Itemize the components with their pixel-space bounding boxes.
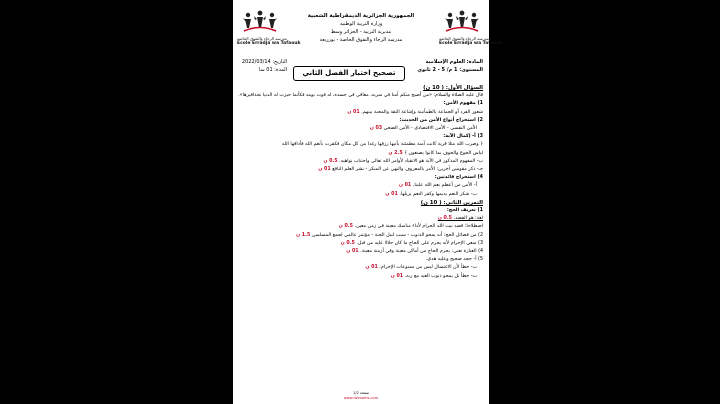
logo-arabic-text: مدرسة الرجاء والتفوق الخاصة <box>237 36 287 41</box>
content-line <box>239 191 483 199</box>
school-logo-right <box>439 10 503 46</box>
ministry-header <box>285 12 437 44</box>
content-line <box>239 166 483 174</box>
content-line <box>239 174 483 182</box>
exam-page <box>233 0 503 404</box>
content-line <box>239 125 483 133</box>
header-line: الجمهورية الجزائرية الديمقراطية الشعبية <box>307 13 415 19</box>
line-text: ب- شكر النعم يديمها وكفر النعم يزيلها. <box>399 191 477 197</box>
line-text: 3) سعي الإحرام لأنه يحرم على الحاج ما كان حلالا عليه من قبل. <box>356 240 483 246</box>
date-label: التاريخ: 2022/03/14 <box>241 59 287 65</box>
mark-value: 01 ن <box>365 265 378 271</box>
website-link[interactable]: www.dzexams.com <box>343 396 379 400</box>
content-line <box>239 207 483 215</box>
content-line <box>239 232 483 240</box>
content-line <box>239 92 483 100</box>
content-line <box>239 223 483 231</box>
page-footer <box>233 391 489 401</box>
line-text: اصطلاحا: قصد بيت الله الحرام لأداء مناسك معينة في زمن معين. <box>354 224 483 230</box>
level-label: المستوى: 1 م/ 5 - 2 ثانوي <box>417 67 483 73</box>
line-text: ب- المفهوم المذكور في الآية هو الانقياد لأوامر الله تعالى واجتناب نواهيه. <box>339 158 483 164</box>
mark-value: 0.5 ن <box>323 158 338 164</box>
content-line <box>239 182 483 190</box>
logo-french-text: Ecole Erradja wa Tafaouk <box>237 41 301 46</box>
line-text: السؤال الأول: ( 10 ن) <box>423 85 483 91</box>
line-text: التمرين الثاني: ( 10 ن) <box>420 199 483 206</box>
mark-value: 0.5 ن <box>338 224 354 230</box>
content-line <box>239 264 483 272</box>
mark-value: 01 ن <box>347 109 360 115</box>
content-line <box>239 158 483 166</box>
subject-label: المادة: العلوم الإسلامية <box>425 59 483 65</box>
line-text: لباس الجوع والخوف بما كانوا يصنعون ﴾ <box>404 150 483 156</box>
mark-value: 01 ن <box>398 183 412 189</box>
header-line: مديرية التربية - الجزائر وسط <box>330 29 392 35</box>
line-text: 2) من فضائل الحج: أنه يمحو الذنوب - سبب لنيل الجنة - مؤتمر عالمي لجمع المسلمين <box>311 232 483 238</box>
line-text: ت- خطأ بل يمحو ذنوب العبد مع ربه. <box>404 273 477 279</box>
line-text: قال عليه الصلاة والسلام: «من أصبح منكم آمنا في سربه، معافى في جسده، له قوت يومه فكأنما حيزت له الدنيا بحذافيرها». <box>238 93 483 99</box>
page-number: صفحة 1/2 <box>352 391 370 395</box>
exam-title: تصحيح اختبار الفصل الثاني <box>293 66 405 81</box>
content-line <box>239 215 483 223</box>
line-text: 4) استخراج فائدتين: <box>434 175 483 181</box>
logo-arabic-text: مدرسة الرجاء والتفوق الخاصة <box>439 36 489 41</box>
school-logo-icon <box>243 10 277 36</box>
mark-value: 01 ن <box>318 167 331 173</box>
content-line <box>239 100 483 108</box>
line-text: 1) تعريف الحج: <box>446 208 483 214</box>
mark-value: 03 ن <box>369 126 383 132</box>
mark-value: 2.5 ن <box>388 150 403 156</box>
content-line <box>239 117 483 125</box>
line-text: 1) مفهوم الأمن: <box>443 101 483 107</box>
mark-value: 0.5 ن <box>437 216 453 222</box>
school-logo-left <box>237 10 301 46</box>
line-text: الأمن النفسي - الأمن الاقتصادي - الأمن الصحي <box>383 126 477 132</box>
line-text: جـ- ذكر مقومين آخرين: الأمر بالمعروف والنهي عن المنكر - نشر العلم النافع <box>332 167 483 173</box>
content-line <box>239 248 483 256</box>
content-line <box>239 256 483 264</box>
content-line <box>239 133 483 141</box>
content-line <box>239 109 483 117</box>
content-line <box>239 240 483 248</box>
line-text: ب- خطأ لأن الاغتسال ليس من ممنوعات الإحرام. <box>379 265 477 271</box>
line-text: لغة: هو القصد. <box>453 216 483 222</box>
content-line <box>239 141 483 149</box>
exam-info-right <box>413 58 483 74</box>
line-text: شعور الفرد أو الجماعة بالطمأنينة وإشاعة الثقة والمحبة بينهم. <box>361 109 483 115</box>
logo-french-text: Ecole Erradja wa Tafaouk <box>439 41 503 46</box>
line-text: أ- الأمن من أعظم نعم الله علينا. <box>412 183 477 189</box>
line-text: 2) استخراج أنواع الأمن من الحديث: <box>399 117 483 123</box>
exam-info-left <box>239 58 287 74</box>
mark-value: 01 ن <box>390 273 404 279</box>
line-text: 5) أ- حجه صحيح وعليه هدي. <box>425 257 483 263</box>
mark-value: 1.5 ن <box>296 232 311 238</box>
line-text: ﴿ وضرب الله مثلا قرية كانت آمنة مطمئنة يأتيها رزقها رغدا من كل مكان فكفرت بأنعم الله فأذاقها الله <box>281 142 483 148</box>
line-text: 3) أ- إكمال الآية: <box>443 134 483 140</box>
duration-label: المدة: 01 سا <box>258 67 287 73</box>
line-text: 4) العبارة تعني: يحرم الحاج من أماكن معينة وفي أزمنة معينة. <box>360 249 483 255</box>
answer-content <box>239 84 483 281</box>
mark-value: 01 ن <box>346 249 359 255</box>
mark-value: 0.5 ن <box>340 240 355 246</box>
content-line <box>239 199 483 207</box>
header-line: وزارة التربية الوطنية <box>339 21 383 27</box>
content-line <box>239 150 483 158</box>
content-line <box>239 84 483 92</box>
mark-value: 01 ن <box>385 191 398 197</box>
content-line <box>239 273 483 281</box>
header-line: مدرسة الرجاء والتفوق الخاصة - بوزريعة <box>319 37 403 43</box>
school-logo-icon <box>445 10 479 36</box>
